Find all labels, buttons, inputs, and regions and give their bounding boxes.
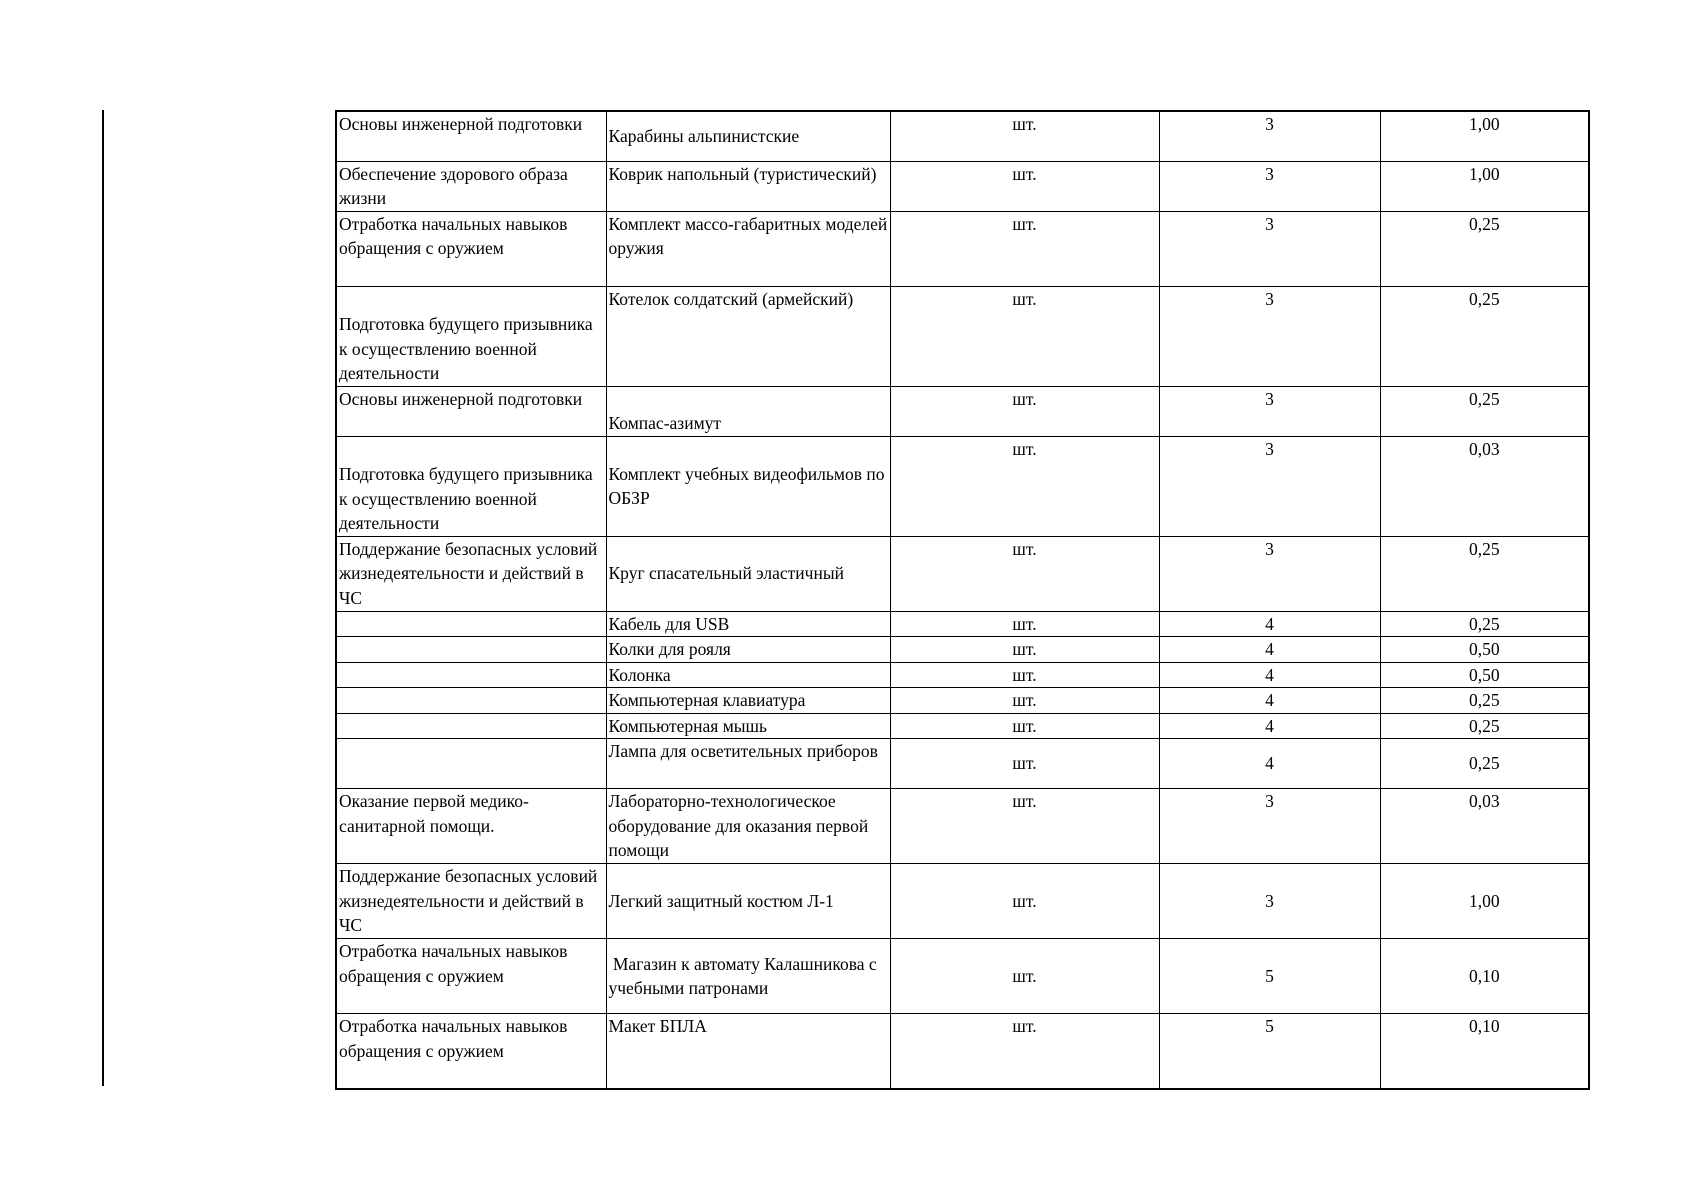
equipment-table (335, 110, 1590, 1090)
quantity-cell: 3 (1159, 436, 1380, 536)
unit-cell: шт. (890, 161, 1159, 211)
table-row (336, 436, 1589, 536)
coefficient-cell: 0,50 (1380, 662, 1589, 688)
item-cell: Лабораторно-технологическое оборудование для оказания первой помощи (606, 789, 890, 864)
table-row (336, 111, 1589, 161)
coefficient-cell: 0,03 (1380, 436, 1589, 536)
unit-cell: шт. (890, 386, 1159, 436)
quantity-cell: 4 (1159, 662, 1380, 688)
topic-cell (336, 713, 606, 739)
unit-cell: шт. (890, 536, 1159, 611)
item-cell: Колонка (606, 662, 890, 688)
coefficient-cell: 0,25 (1380, 286, 1589, 386)
item-cell: Коврик напольный (туристический) (606, 161, 890, 211)
table-row (336, 713, 1589, 739)
topic-cell (336, 739, 606, 789)
table-row (336, 611, 1589, 637)
coefficient-cell: 0,25 (1380, 386, 1589, 436)
quantity-cell: 5 (1159, 1014, 1380, 1089)
topic-cell (336, 662, 606, 688)
item-cell: Лампа для осветительных приборов (606, 739, 890, 789)
unit-cell: шт. (890, 286, 1159, 386)
coefficient-cell: 0,25 (1380, 688, 1589, 714)
topic-cell (336, 637, 606, 663)
unit-cell: шт. (890, 789, 1159, 864)
coefficient-cell: 0,50 (1380, 637, 1589, 663)
item-cell: Комплект учебных видеофильмов по ОБЗР (606, 436, 890, 536)
coefficient-cell: 0,10 (1380, 939, 1589, 1014)
unit-cell: шт. (890, 713, 1159, 739)
coefficient-cell: 0,25 (1380, 739, 1589, 789)
item-cell: Карабины альпинистские (606, 111, 890, 161)
item-cell: Котелок солдатский (армейский) (606, 286, 890, 386)
topic-cell (336, 688, 606, 714)
quantity-cell: 3 (1159, 161, 1380, 211)
topic-cell: Поддержание безопасных условий жизнедеятельности и действий в ЧС (336, 864, 606, 939)
table-row (336, 637, 1589, 663)
table-row (336, 688, 1589, 714)
topic-cell (336, 611, 606, 637)
item-cell: Круг спасательный эластичный (606, 536, 890, 611)
coefficient-cell: 0,25 (1380, 611, 1589, 637)
quantity-cell: 5 (1159, 939, 1380, 1014)
topic-cell: Основы инженерной подготовки (336, 111, 606, 161)
unit-cell: шт. (890, 637, 1159, 663)
item-cell: Магазин к автомату Калашникова с учебными патронами (606, 939, 890, 1014)
unit-cell: шт. (890, 211, 1159, 286)
topic-cell: Обеспечение здорового образа жизни (336, 161, 606, 211)
quantity-cell: 4 (1159, 688, 1380, 714)
topic-cell: Отработка начальных навыков обращения с оружием (336, 939, 606, 1014)
quantity-cell: 4 (1159, 637, 1380, 663)
topic-cell: Поддержание безопасных условий жизнедеятельности и действий в ЧС (336, 536, 606, 611)
coefficient-cell: 1,00 (1380, 111, 1589, 161)
table-row (336, 536, 1589, 611)
coefficient-cell: 0,25 (1380, 211, 1589, 286)
item-cell: Компас-азимут (606, 386, 890, 436)
table-row (336, 789, 1589, 864)
left-margin-line (102, 110, 104, 1086)
topic-cell: Подготовка будущего призывника к осуществлению военной деятельности (336, 286, 606, 386)
table-row (336, 1014, 1589, 1089)
topic-cell: Отработка начальных навыков обращения с оружием (336, 211, 606, 286)
unit-cell: шт. (890, 688, 1159, 714)
quantity-cell: 4 (1159, 713, 1380, 739)
topic-cell: Оказание первой медико-санитарной помощи. (336, 789, 606, 864)
item-cell: Компьютерная клавиатура (606, 688, 890, 714)
unit-cell: шт. (890, 111, 1159, 161)
coefficient-cell: 0,03 (1380, 789, 1589, 864)
quantity-cell: 3 (1159, 864, 1380, 939)
quantity-cell: 3 (1159, 111, 1380, 161)
table-row (336, 662, 1589, 688)
table-row (336, 739, 1589, 789)
coefficient-cell: 1,00 (1380, 864, 1589, 939)
item-cell: Макет БПЛА (606, 1014, 890, 1089)
table-row (336, 286, 1589, 386)
quantity-cell: 4 (1159, 611, 1380, 637)
unit-cell: шт. (890, 864, 1159, 939)
unit-cell: шт. (890, 739, 1159, 789)
quantity-cell: 3 (1159, 536, 1380, 611)
unit-cell: шт. (890, 436, 1159, 536)
quantity-cell: 3 (1159, 286, 1380, 386)
coefficient-cell: 0,25 (1380, 536, 1589, 611)
unit-cell: шт. (890, 611, 1159, 637)
topic-cell: Основы инженерной подготовки (336, 386, 606, 436)
table-row (336, 386, 1589, 436)
quantity-cell: 3 (1159, 211, 1380, 286)
item-cell: Колки для рояля (606, 637, 890, 663)
item-cell: Кабель для USB (606, 611, 890, 637)
unit-cell: шт. (890, 662, 1159, 688)
coefficient-cell: 0,25 (1380, 713, 1589, 739)
unit-cell: шт. (890, 1014, 1159, 1089)
quantity-cell: 3 (1159, 386, 1380, 436)
topic-cell: Отработка начальных навыков обращения с оружием (336, 1014, 606, 1089)
coefficient-cell: 0,10 (1380, 1014, 1589, 1089)
coefficient-cell: 1,00 (1380, 161, 1589, 211)
table-row (336, 939, 1589, 1014)
table-row (336, 211, 1589, 286)
quantity-cell: 3 (1159, 789, 1380, 864)
table-row (336, 864, 1589, 939)
topic-cell: Подготовка будущего призывника к осуществлению военной деятельности (336, 436, 606, 536)
unit-cell: шт. (890, 939, 1159, 1014)
table-row (336, 161, 1589, 211)
item-cell: Компьютерная мышь (606, 713, 890, 739)
item-cell: Комплект массо-габаритных моделей оружия (606, 211, 890, 286)
item-cell: Легкий защитный костюм Л-1 (606, 864, 890, 939)
quantity-cell: 4 (1159, 739, 1380, 789)
